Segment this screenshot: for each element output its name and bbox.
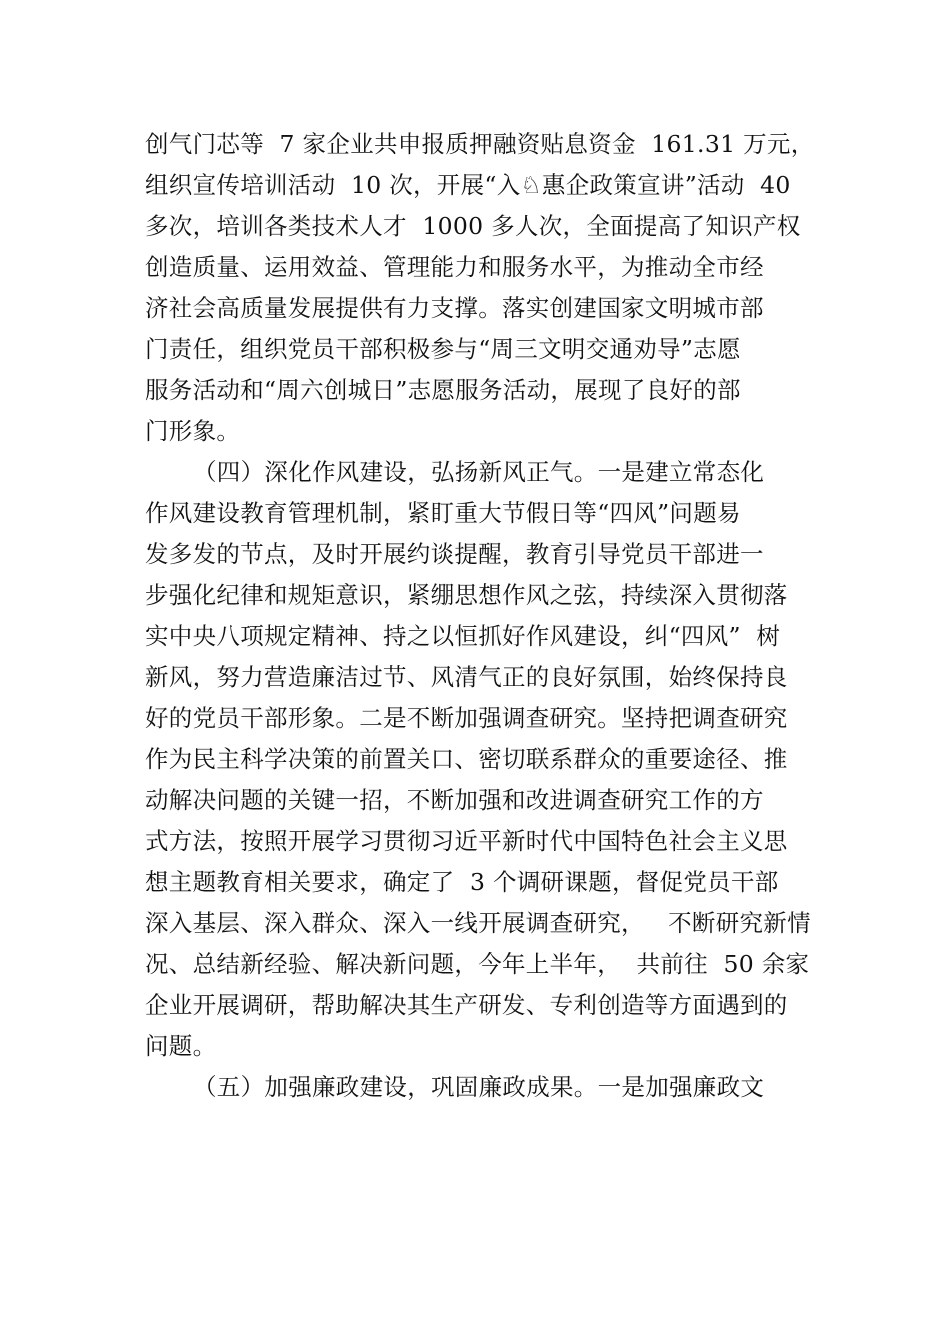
body-text-line: 作风建设教育管理机制，紧盯重大节假日等“四风”问题易	[145, 499, 741, 527]
body-text-line: 况、总结新经验、解决新问题，今年上半年， 共前往 50 余家	[145, 950, 810, 978]
body-text-line: 门形象。	[145, 417, 241, 445]
body-text-line: 服务活动和“周六创城日”志愿服务活动，展现了良好的部	[145, 376, 741, 404]
body-text-line: 动解决问题的关键一招，不断加强和改进调查研究工作的方	[145, 786, 764, 814]
section-heading-4: （四）深化作风建设，弘扬新风正气。一是建立常态化	[193, 458, 765, 486]
body-text-line: 发多发的节点，及时开展约谈提醒，教育引导党员干部进一	[145, 540, 764, 568]
body-text-line: 门责任，组织党员干部积极参与“周三文明交通劝导”志愿	[145, 335, 741, 363]
body-text-line: 问题。	[145, 1032, 217, 1060]
body-text-line: 新风，努力营造廉洁过节、风清气正的良好氛围，始终保持良	[145, 663, 788, 691]
body-text-line: 式方法，按照开展学习贯彻习近平新时代中国特色社会主义思	[145, 827, 788, 855]
body-text-line: 想主题教育相关要求，确定了 3 个调研课题，督促党员干部	[145, 868, 779, 896]
body-text-line: 作为民主科学决策的前置关口、密切联系群众的重要途径、推	[145, 745, 788, 773]
body-text-line: 企业开展调研，帮助解决其生产研发、专利创造等方面遇到的	[145, 991, 788, 1019]
section-heading-5: （五）加强廉政建设，巩固廉政成果。一是加强廉政文	[193, 1073, 765, 1101]
body-text-line: 深入基层、深入群众、深入一线开展调查研究， 不断研究新情	[145, 909, 811, 937]
body-text-line: 多次，培训各类技术人才 1000 多人次，全面提高了知识产权	[145, 212, 801, 240]
body-text-line: 创造质量、运用效益、管理能力和服务水平，为推动全市经	[145, 253, 764, 281]
body-text-line: 好的党员干部形象。二是不断加强调查研究。坚持把调查研究	[145, 704, 788, 732]
body-text-line: 创气门芯等 7 家企业共申报质押融资贴息资金 161.31 万元，	[145, 130, 815, 158]
body-text-line: 组织宣传培训活动 10 次，开展“入♘惠企政策宣讲”活动 40	[145, 171, 791, 199]
body-text-line: 济社会高质量发展提供有力支撑。落实创建国家文明城市部	[145, 294, 764, 322]
body-text-line: 步强化纪律和规矩意识，紧绷思想作风之弦，持续深入贯彻落	[145, 581, 788, 609]
body-text-line: 实中央八项规定精神、持之以恒抓好作风建设，纠“四风” 树	[145, 622, 781, 650]
